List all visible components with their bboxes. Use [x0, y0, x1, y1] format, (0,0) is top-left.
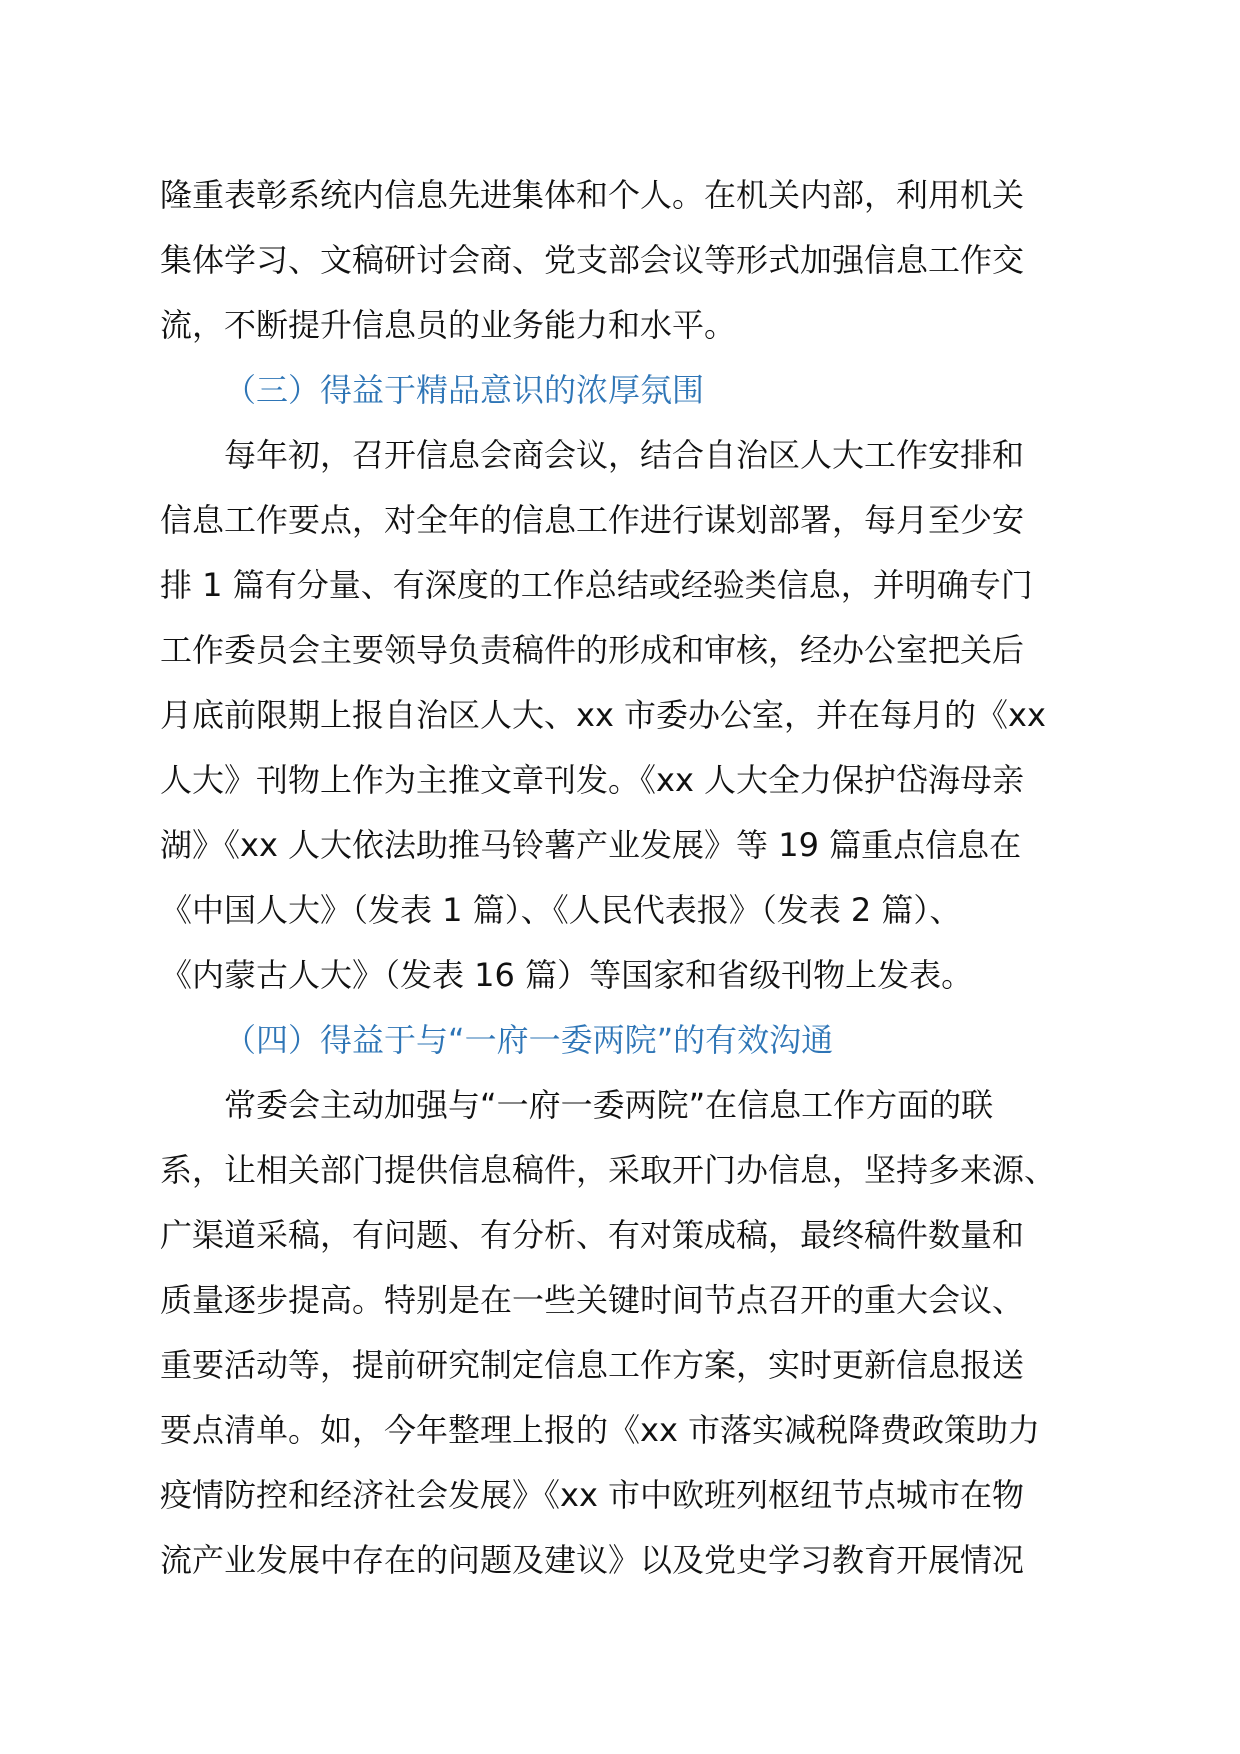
section-heading-3: （三）得益于精品意识的浓厚氛围: [224, 371, 705, 409]
body-line: 集体学习、文稿研讨会商、党支部会议等形式加强信息工作交: [160, 241, 1025, 279]
body-line: 《中国人大》（发表 1 篇）、《人民代表报》（发表 2 篇）、: [160, 891, 962, 929]
body-line: 广渠道采稿，有问题、有分析、有对策成稿，最终稿件数量和: [160, 1216, 1025, 1254]
body-line: 月底前限期上报自治区人大、xx 市委办公室，并在每月的《xx: [160, 696, 1046, 734]
body-line: 工作委员会主要领导负责稿件的形成和审核，经办公室把关后: [160, 631, 1025, 669]
body-line: 要点清单。如，今年整理上报的《xx 市落实减税降费政策助力: [160, 1411, 1041, 1449]
body-line: 系，让相关部门提供信息稿件，采取开门办信息，坚持多来源、: [160, 1151, 1057, 1189]
paragraph-first-line: 每年初，召开信息会商会议，结合自治区人大工作安排和: [224, 436, 1025, 474]
body-line: 湖》《xx 人大依法助推马铃薯产业发展》等 19 篇重点信息在: [160, 826, 1022, 864]
body-line: 流产业发展中存在的问题及建议》以及党史学习教育开展情况: [160, 1541, 1025, 1579]
body-line: 《内蒙古人大》（发表 16 篇）等国家和省级刊物上发表。: [160, 956, 974, 994]
body-line: 隆重表彰系统内信息先进集体和个人。在机关内部，利用机关: [160, 176, 1025, 214]
body-line: 信息工作要点，对全年的信息工作进行谋划部署，每月至少安: [160, 501, 1025, 539]
body-line: 重要活动等，提前研究制定信息工作方案，实时更新信息报送: [160, 1346, 1025, 1384]
body-line: 流，不断提升信息员的业务能力和水平。: [160, 306, 737, 344]
section-heading-4: （四）得益于与“一府一委两院”的有效沟通: [224, 1021, 834, 1059]
body-line: 疫情防控和经济社会发展》《xx 市中欧班列枢纽节点城市在物: [160, 1476, 1025, 1514]
body-line: 人大》刊物上作为主推文章刊发。《xx 人大全力保护岱海母亲: [160, 761, 1025, 799]
document-body: [160, 163, 1120, 1593]
body-line: 排 1 篇有分量、有深度的工作总结或经验类信息，并明确专门: [160, 566, 1033, 604]
body-line: 质量逐步提高。特别是在一些关键时间节点召开的重大会议、: [160, 1281, 1025, 1319]
paragraph-first-line: 常委会主动加强与“一府一委两院”在信息工作方面的联: [224, 1086, 994, 1124]
